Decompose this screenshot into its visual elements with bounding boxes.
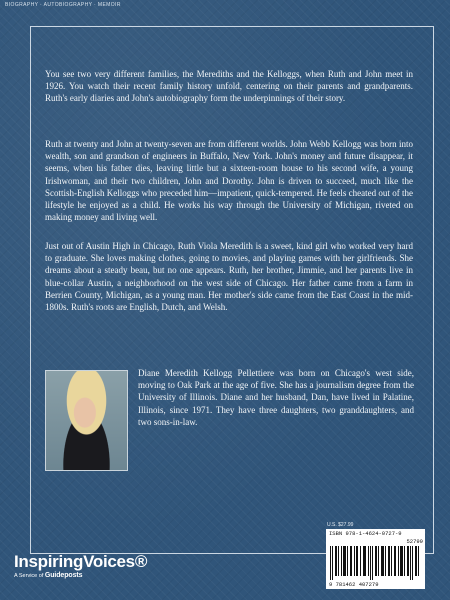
synopsis-paragraph-1: You see two very different families, the Merediths and the Kelloggs, when Ruth and John meet in 1926. You watch their recent family history unfold, centering on their parents and grandparents. Ruth's early diaries and John's autobiography form the underpinnings of their story. — [45, 69, 413, 104]
ean-number: 9 781462 407279 — [329, 581, 379, 588]
barcode-addon: 52799 — [406, 538, 423, 545]
barcode — [326, 529, 425, 589]
price-label: U.S. $27.99 — [327, 522, 354, 528]
publisher-sub-brand: Guideposts — [44, 572, 83, 579]
author-photo — [45, 370, 128, 471]
publisher-logo — [14, 553, 147, 579]
category-label: BIOGRAPHY · AUTOBIOGRAPHY · MEMOIR — [5, 2, 121, 8]
synopsis-paragraph-3: Just out of Austin High in Chicago, Ruth Viola Meredith is a sweet, kind girl who worked very hard to graduate. She loves making clothes, going to movies, and playing games with her girlfriends. She dreams about a steady beau, but no one appears. Ruth, her brother, Jimmie, and her parents live in blue-collar Austin, a neighborhood on the west side of Chicago. Her father came from a farm in Berrien County, Michigan, as a young man. Her mother's side came from the East Coast in the mid-1800s. Ruth's roots are English, Dutch, and Welsh. — [45, 241, 413, 313]
author-bio: Diane Meredith Kellogg Pellettiere was born on Chicago's west side, moving to Oak Park at the age of five. She has a journalism degree from the University of Illinois. Diane and her husband, Dan, have lived in Palatine, Illinois, since 1971. They have three daughters, two granddaughters, and two sons-in-law. — [138, 368, 414, 427]
publisher-subline — [14, 572, 147, 579]
barcode-bars — [330, 546, 420, 580]
publisher-sub-prefix: A Service of — [14, 573, 44, 579]
synopsis-paragraph-2: Ruth at twenty and John at twenty-seven are from different worlds. John Webb Kellogg was born into wealth, son and grandson of engineers in Buffalo, New York. John's money and future disappear, it seems, when his father dies, leaving little but a sixteen-room house to his second wife, a young Irishwoman, and their two children, John and Dorothy. John is driven to succeed, much like the Scottish-English Kelloggs who preceded him—impatient, quick-tempered. He feels cheated out of the lifestyle he enjoyed as a child. He works his way through the University of Michigan, riveted on making money and living well. — [45, 139, 413, 223]
publisher-name: InspiringVoices® — [14, 552, 148, 571]
isbn-text: ISBN 978-1-4624-0727-9 — [329, 530, 402, 537]
